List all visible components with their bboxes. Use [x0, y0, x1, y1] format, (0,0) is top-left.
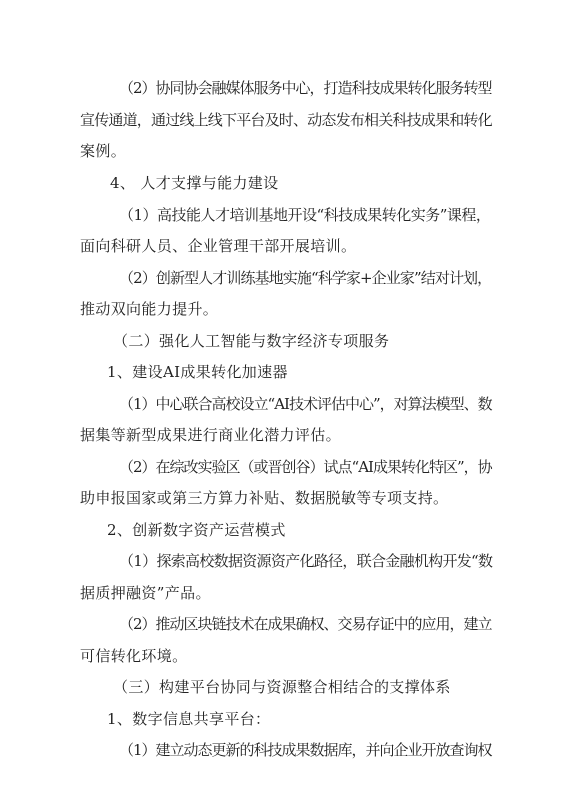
- subsection-heading: 1、建设AI成果转化加速器: [107, 363, 288, 381]
- paragraph-line: 据集等新型成果进行商业化潜力评估。: [80, 426, 341, 444]
- section-heading: 4、 人才支撑与能力建设: [110, 174, 279, 192]
- paragraph-line: 案例。: [80, 142, 127, 160]
- paragraph-line: （1）探索高校数据资源资产化路径，联合金融机构开发“数: [119, 552, 493, 570]
- paragraph-line: 面向科研人员、企业管理干部开展培训。: [80, 237, 357, 255]
- paragraph-line: 推动双向能力提升。: [80, 300, 219, 318]
- paragraph-line: （1）高技能人才培训基地开设“科技成果转化实务”课程，: [119, 206, 491, 224]
- paragraph-line: 可信转化环境。: [80, 647, 188, 665]
- paragraph-line: 宣传通道，通过线上线下平台及时、动态发布相关科技成果和转化: [80, 111, 492, 129]
- paragraph-line: 据质押融资”产品。: [80, 584, 211, 602]
- subsection-heading: 2、创新数字资产运营模式: [107, 521, 286, 539]
- paragraph-line: （2）创新型人才训练基地实施“科学家+企业家”结对计划，: [119, 269, 492, 287]
- subsection-heading: 1、数字信息共享平台：: [107, 710, 271, 728]
- paragraph-line: 助申报国家或第三方算力补贴、数据脱敏等专项支持。: [80, 489, 449, 507]
- section-heading: （三）构建平台协同与资源整合相结合的支撑体系: [113, 678, 451, 696]
- section-heading: （二）强化人工智能与数字经济专项服务: [113, 332, 390, 350]
- paragraph-line: （2）在综改实验区（或晋创谷）试点“AI成果转化特区”，协: [119, 458, 492, 476]
- paragraph-line: （1）中心联合高校设立“AI技术评估中心”，对算法模型、数: [119, 395, 492, 413]
- paragraph-line: （2）推动区块链技术在成果确权、交易存证中的应用，建立: [119, 615, 492, 633]
- paragraph-line: （2）协同协会融媒体服务中心，打造科技成果转化服务转型: [119, 79, 492, 97]
- paragraph-line: （1）建立动态更新的科技成果数据库，并向企业开放查询权: [119, 741, 492, 759]
